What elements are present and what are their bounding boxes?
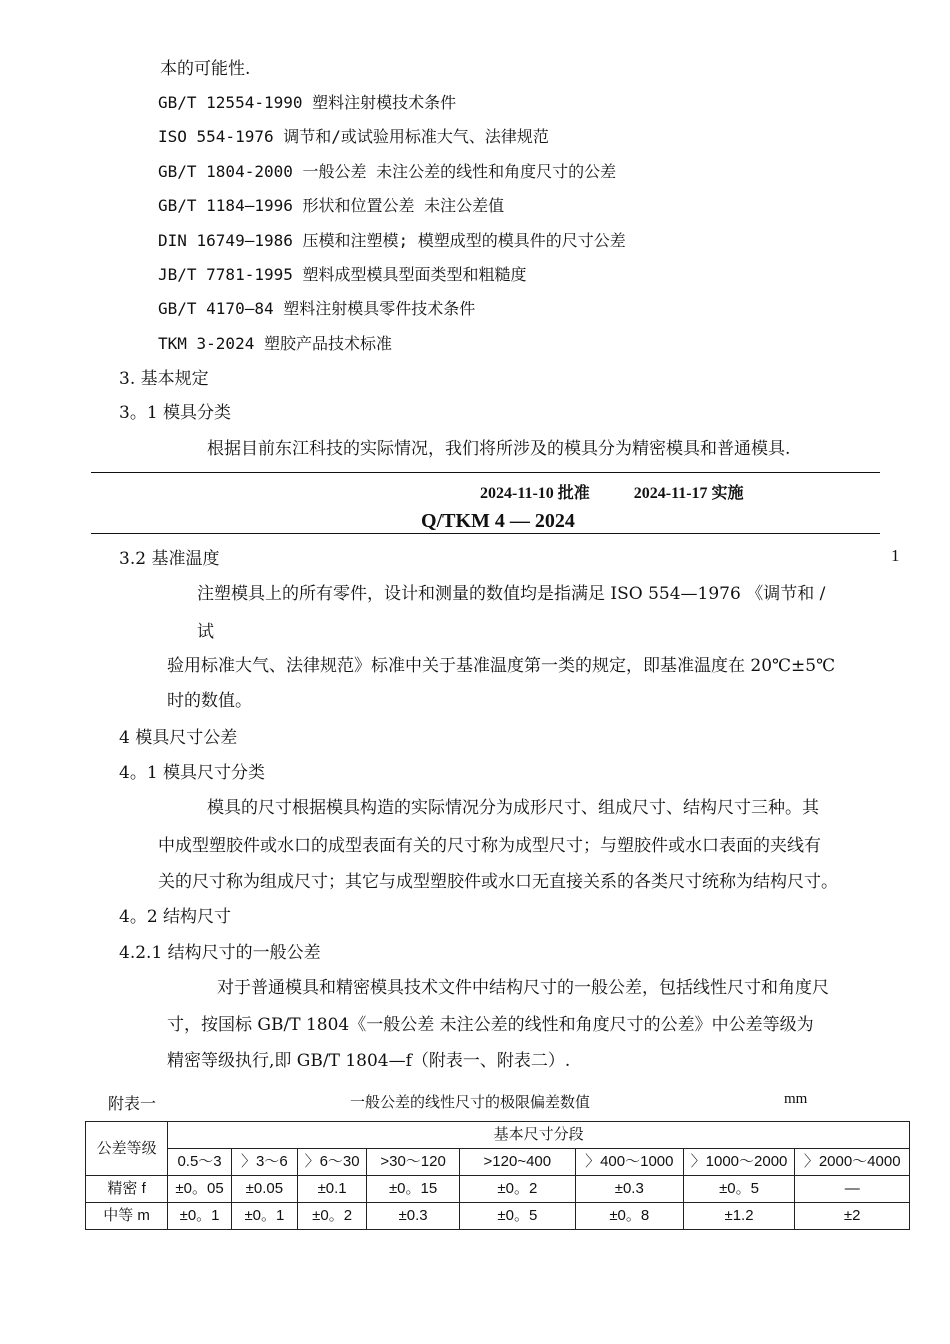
- reference-gbt1804: GB/T 1804-2000 一般公差 未注公差的线性和角度尺寸的公差: [158, 162, 617, 181]
- value-cell: ±0。1: [231, 1203, 297, 1230]
- standard-code: Q/TKM 4 — 2024: [421, 510, 575, 532]
- value-cell: ±0。5: [683, 1176, 795, 1203]
- table-title: 一般公差的线性尺寸的极限偏差数值: [350, 1093, 591, 1111]
- reference-gbt12554: GB/T 12554-1990 塑料注射模技术条件: [158, 93, 457, 112]
- column-header: 〉1000～2000: [683, 1149, 795, 1176]
- column-header: 〉3～6: [231, 1149, 297, 1176]
- implement-date: 2024-11-17 实施: [633, 485, 744, 502]
- section-4-2-1-para-line3: 精密等级执行,即 GB/T 1804—f（附表一、附表二）.: [167, 1051, 571, 1071]
- section-4-2-1-para-line2: 寸，按国标 GB/T 1804《一般公差 未注公差的线性和角度尺寸的公差》中公差等级为: [167, 1015, 814, 1035]
- section-3-2-line3: 验用标准大气、法律规范》标准中关于基准温度第一类的规定，即基准温度在 20℃±5℃: [167, 656, 836, 676]
- table-label: 附表一: [108, 1094, 157, 1113]
- column-header: >120~400: [459, 1149, 575, 1176]
- column-header: >30～120: [367, 1149, 459, 1176]
- approval-dates: [480, 480, 784, 503]
- column-header: 〉2000～4000: [795, 1149, 910, 1176]
- section-3-heading: 3. 基本规定: [119, 369, 209, 389]
- value-cell: ±0。1: [168, 1203, 232, 1230]
- value-cell: ±0。2: [297, 1203, 367, 1230]
- table-unit: mm: [784, 1091, 808, 1107]
- section-3-2-line4: 时的数值。: [167, 691, 252, 711]
- section-4-1-heading: 4。1 模具尺寸分类: [119, 763, 266, 783]
- approve-date: 2024-11-10 批准: [480, 485, 590, 502]
- reference-tkm3: TKM 3-2024 塑胶产品技术标准: [158, 334, 392, 353]
- column-header: 〉400～1000: [575, 1149, 683, 1176]
- value-cell: ±0.3: [575, 1176, 683, 1203]
- section-3-2-line2: 试: [197, 622, 214, 642]
- table-row: [86, 1176, 910, 1203]
- value-cell: ±1.2: [683, 1203, 795, 1230]
- section-3-1-paragraph: 根据目前东江科技的实际情况，我们将所涉及的模具分为精密模具和普通模具.: [207, 439, 791, 459]
- section-4-1-para-line2: 中成型塑胶件或水口的成型表面有关的尺寸称为成型尺寸；与塑胶件或水口表面的夹线有: [158, 836, 821, 856]
- section-3-2-line1: 注塑模具上的所有零件，设计和测量的数值均是指满足 ISO 554—1976 《调节和 /: [197, 584, 826, 604]
- value-cell: ±0。5: [459, 1203, 575, 1230]
- reference-gbt4170: GB/T 4170—84 塑料注射模具零件技术条件: [158, 299, 476, 318]
- section-4-1-para-line1: 模具的尺寸根据模具构造的实际情况分为成形尺寸、组成尺寸、结构尺寸三种。其: [207, 798, 819, 818]
- value-cell: ±0。2: [459, 1176, 575, 1203]
- table-row: [86, 1203, 910, 1230]
- value-cell: ±0。05: [168, 1176, 232, 1203]
- value-cell: —: [795, 1176, 910, 1203]
- section-4-2-1-heading: 4.2.1 结构尺寸的一般公差: [119, 943, 321, 963]
- section-3-1-heading: 3。1 模具分类: [119, 403, 232, 423]
- reference-iso554: ISO 554-1976 调节和/或试验用标准大气、法律规范: [158, 127, 549, 146]
- column-header: 0.5～3: [168, 1149, 232, 1176]
- value-cell: ±0.1: [297, 1176, 367, 1203]
- page-number: 1: [891, 546, 900, 565]
- reference-jbt7781: JB/T 7781-1995 塑料成型模具型面类型和粗糙度: [158, 265, 527, 284]
- value-cell: ±0。8: [575, 1203, 683, 1230]
- column-header: 〉6～30: [297, 1149, 367, 1176]
- continuation-line: 本的可能性.: [160, 59, 251, 79]
- section-4-2-1-para-line1: 对于普通模具和精密模具技术文件中结构尺寸的一般公差，包括线性尺寸和角度尺: [217, 978, 829, 998]
- value-cell: ±0。15: [367, 1176, 459, 1203]
- tolerance-table: [85, 1121, 910, 1230]
- section-4-2-heading: 4。2 结构尺寸: [119, 907, 232, 927]
- size-group-header: 基本尺寸分段: [168, 1122, 910, 1149]
- header-bottom-rule: [91, 533, 880, 534]
- section-3-2-heading: 3.2 基准温度: [119, 549, 220, 569]
- value-cell: ±0.05: [231, 1176, 297, 1203]
- footer-top-rule: [91, 472, 880, 473]
- section-4-1-para-line3: 关的尺寸称为组成尺寸；其它与成型塑胶件或水口无直接关系的各类尺寸统称为结构尺寸。: [158, 872, 838, 892]
- grade-header: 公差等级: [86, 1122, 168, 1176]
- grade-cell: 中等 m: [86, 1203, 168, 1230]
- value-cell: ±0.3: [367, 1203, 459, 1230]
- grade-cell: 精密 f: [86, 1176, 168, 1203]
- reference-gbt1184: GB/T 1184—1996 形状和位置公差 未注公差值: [158, 196, 505, 215]
- reference-din16749: DIN 16749—1986 压模和注塑模; 模塑成型的模具件的尺寸公差: [158, 231, 626, 250]
- value-cell: ±2: [795, 1203, 910, 1230]
- section-4-heading: 4 模具尺寸公差: [119, 728, 238, 748]
